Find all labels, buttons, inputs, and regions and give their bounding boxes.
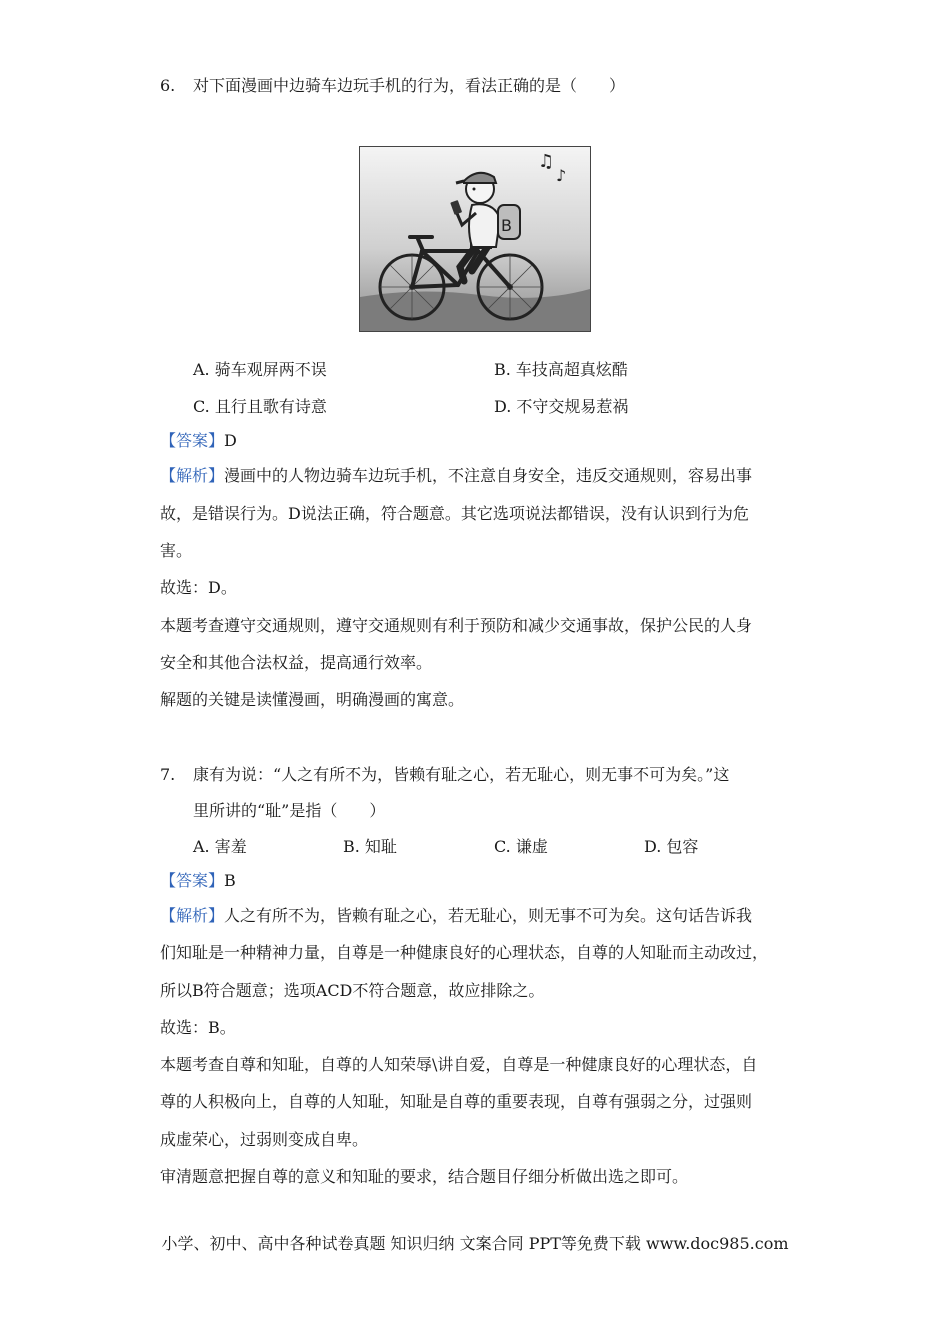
q6-analysis-text-1: 漫画中的人物边骑车边玩手机，不注意自身安全，违反交通规则，容易出事 xyxy=(224,466,753,485)
footer-link[interactable]: 小学、初中、高中各种试卷真题 知识归纳 文案合同 PPT等免费下载 www.doc985.com xyxy=(161,1234,789,1253)
svg-text:B: B xyxy=(501,216,512,235)
q6-choose: 故选：D。 xyxy=(160,578,237,597)
q7-summary-line-3: 成虚荣心，过弱则变成自卑。 xyxy=(160,1130,369,1149)
q7-option-a: A. 害羞 xyxy=(193,837,247,856)
q7-choose: 故选：B。 xyxy=(160,1018,236,1037)
cyclist-phone-illustration xyxy=(359,146,591,332)
q6-answer: D xyxy=(224,431,237,450)
q7-analysis-text-1: 人之有所不为，皆赖有耻之心，若无耻心，则无事不可为矣。这句话告诉我 xyxy=(224,906,753,925)
q6-option-b: B. 车技高超真炫酷 xyxy=(494,360,628,379)
q7-analysis-line-1 xyxy=(160,905,752,927)
q6-option-d: D. 不守交规易惹祸 xyxy=(494,397,629,416)
q7-summary-line-1: 本题考查自尊和知耻，自尊的人知荣辱\讲自爱，自尊是一种健康良好的心理状态，自 xyxy=(160,1055,758,1074)
q7-option-d: D. 包容 xyxy=(644,837,699,856)
q6-summary-line-2: 安全和其他合法权益，提高通行效率。 xyxy=(160,653,433,672)
q6-analysis-line-1 xyxy=(160,465,752,487)
svg-text:♫: ♫ xyxy=(538,151,555,172)
q6-analysis-tag: 【解析】 xyxy=(160,466,225,485)
q6-key: 解题的关键是读懂漫画，明确漫画的寓意。 xyxy=(160,690,465,709)
q7-option-c: C. 谦虚 xyxy=(494,837,548,856)
q7-analysis-line-2: 们知耻是一种精神力量，自尊是一种健康良好的心理状态，自尊的人知耻而主动改过， xyxy=(160,943,769,962)
svg-text:♪: ♪ xyxy=(556,166,567,185)
q6-option-a: A. 骑车观屏两不误 xyxy=(193,360,327,379)
q6-number: 6. xyxy=(160,76,176,95)
q6-analysis-line-2: 故，是错误行为。D说法正确，符合题意。其它选项说法都错误，没有认识到行为危 xyxy=(160,504,749,523)
q6-stem: 对下面漫画中边骑车边玩手机的行为，看法正确的是（ ） xyxy=(193,76,626,95)
q6-summary-line-1: 本题考查遵守交通规则，遵守交通规则有利于预防和减少交通事故，保护公民的人身 xyxy=(160,616,753,635)
q7-option-b: B. 知耻 xyxy=(343,837,397,856)
q7-stem-line-2: 里所讲的“耻”是指（ ） xyxy=(193,801,386,820)
q7-summary-line-2: 尊的人积极向上，自尊的人知耻，知耻是自尊的重要表现，自尊有强弱之分，过强则 xyxy=(160,1092,753,1111)
q7-answer-tag: 【答案】 xyxy=(160,871,225,890)
q7-number: 7. xyxy=(160,765,176,784)
q6-answer-tag: 【答案】 xyxy=(160,431,225,450)
q7-analysis-tag: 【解析】 xyxy=(160,906,225,925)
q7-answer: B xyxy=(224,871,236,890)
cartoon-cyclist-icon xyxy=(360,147,590,331)
q6-answer-line xyxy=(160,430,237,452)
q7-analysis-line-3: 所以B符合题意；选项ACD不符合题意，故应排除之。 xyxy=(160,981,545,1000)
q6-option-c: C. 且行且歌有诗意 xyxy=(193,397,327,416)
q7-answer-line xyxy=(160,870,236,892)
q6-analysis-line-3: 害。 xyxy=(160,541,193,560)
q7-key: 审清题意把握自尊的意义和知耻的要求，结合题目仔细分析做出选之即可。 xyxy=(160,1167,689,1186)
q7-stem-line-1: 康有为说：“人之有所不为，皆赖有耻之心，若无耻心，则无事不可为矣。”这 xyxy=(193,765,730,784)
